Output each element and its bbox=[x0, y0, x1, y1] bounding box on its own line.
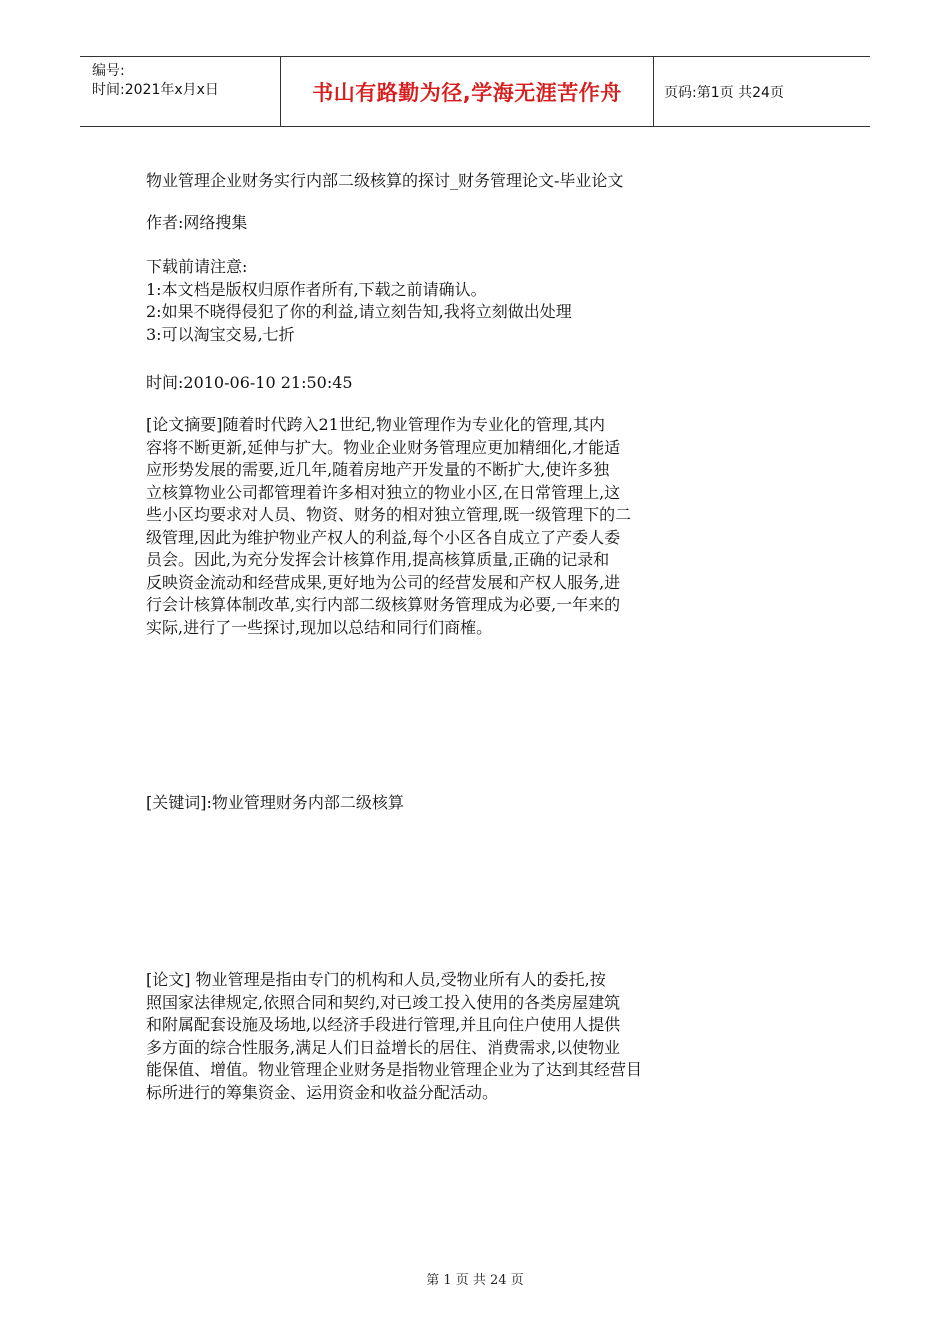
body-line: 照国家法律规定,依照合同和契约,对已竣工投入使用的各类房屋建筑 bbox=[146, 992, 621, 1012]
abstract-line: 应形势发展的需要,近几年,随着房地产开发量的不断扩大,使许多独 bbox=[146, 460, 610, 479]
body-line: 标所进行的筹集资金、运用资金和收益分配活动。 bbox=[146, 1082, 499, 1102]
document-title: 物业管理企业财务实行内部二级核算的探讨_财务管理论文-毕业论文 bbox=[146, 171, 624, 190]
keywords: [关键词]:物业管理财务内部二级核算 bbox=[146, 793, 404, 812]
abstract-line: 些小区均要求对人员、物资、财务的相对独立管理,既一级管理下的二 bbox=[146, 505, 632, 524]
header-meta-cell bbox=[80, 57, 281, 126]
notice-item: 3:可以淘宝交易,七折 bbox=[146, 324, 295, 344]
document-header bbox=[80, 56, 870, 127]
body-line: 和附属配套设施及场地,以经济手段进行管理,并且向住户使用人提供 bbox=[146, 1015, 621, 1034]
footer-page-number: 第 1 页 共 24 页 bbox=[426, 1273, 524, 1288]
download-notice bbox=[146, 256, 746, 346]
notice-item: 2:如果不晓得侵犯了你的利益,请立刻告知,我将立刻做出处理 bbox=[146, 302, 572, 321]
abstract-line: 立核算物业公司都管理着许多相对独立的物业小区,在日常管理上,这 bbox=[146, 482, 621, 502]
document-code-label: 编号: bbox=[92, 63, 125, 79]
header-page-cell bbox=[654, 57, 870, 126]
publish-time: 时间:2010-06-10 21:50:45 bbox=[146, 373, 353, 392]
abstract-line: 实际,进行了一些探讨,现加以总结和同行们商榷。 bbox=[146, 617, 493, 637]
abstract-line: 级管理,因此为维护物业产权人的利益,每个小区各自成立了产委人委 bbox=[146, 527, 621, 547]
notice-heading: 下载前请注意: bbox=[146, 257, 248, 276]
body-line: [论文] 物业管理是指由专门的机构和人员,受物业所有人的委托,按 bbox=[146, 970, 606, 989]
abstract-line: [论文摘要]随着时代跨入21世纪,物业管理作为专业化的管理,其内 bbox=[146, 415, 606, 434]
body-line: 能保值、增值。物业管理企业财务是指物业管理企业为了达到其经营目 bbox=[146, 1060, 643, 1079]
header-motto-cell bbox=[281, 57, 654, 126]
abstract-line: 容将不断更新,延伸与扩大。物业企业财务管理应更加精细化,才能适 bbox=[146, 437, 621, 457]
abstract-line: 员会。因此,为充分发挥会计核算作用,提高核算质量,正确的记录和 bbox=[146, 550, 610, 569]
page-footer bbox=[0, 1269, 950, 1288]
document-author: 作者:网络搜集 bbox=[146, 213, 248, 232]
abstract-line: 行会计核算体制改革,实行内部二级核算财务管理成为必要,一年来的 bbox=[146, 595, 621, 614]
document-date-label: 时间:2021年x月x日 bbox=[92, 82, 219, 98]
body-paragraph bbox=[146, 969, 746, 1104]
abstract-line: 反映资金流动和经营成果,更好地为公司的经营发展和产权人服务,进 bbox=[146, 572, 621, 592]
header-motto: 书山有路勤为径,学海无涯苦作舟 bbox=[312, 80, 622, 105]
abstract-paragraph bbox=[146, 414, 746, 639]
body-line: 多方面的综合性服务,满足人们日益增长的居住、消费需求,以使物业 bbox=[146, 1037, 621, 1057]
header-page-info: 页码:第1页 共24页 bbox=[664, 84, 784, 101]
notice-item: 1:本文档是版权归原作者所有,下载之前请确认。 bbox=[146, 279, 487, 299]
